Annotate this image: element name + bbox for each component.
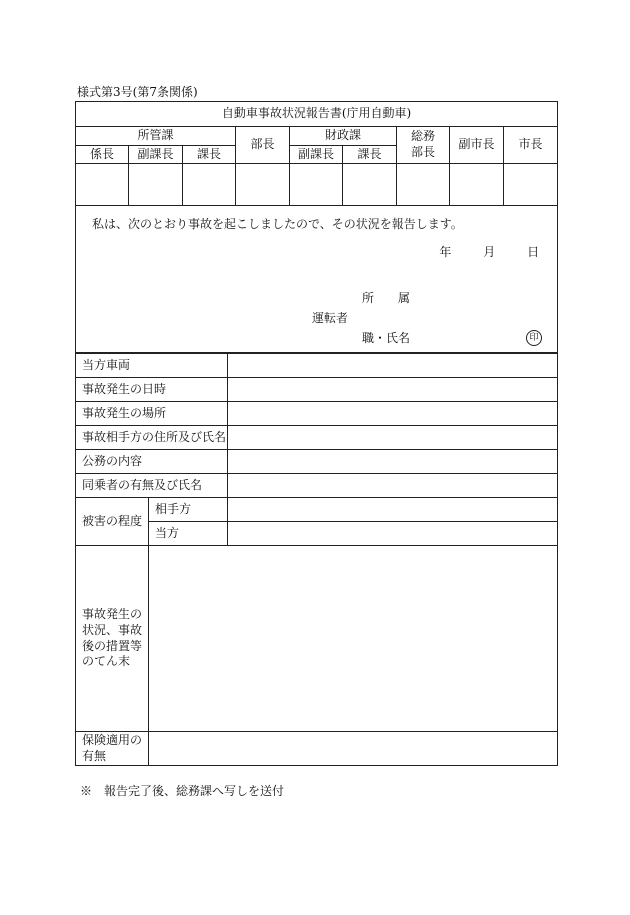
statement-block — [76, 206, 558, 353]
row-label-insurance — [76, 732, 149, 766]
header-fukukacho: 副課長 — [129, 146, 183, 164]
insurance-field[interactable] — [149, 732, 558, 766]
year-label: 年 — [439, 245, 452, 259]
counterparty-field[interactable] — [228, 426, 558, 450]
situation-field[interactable] — [149, 546, 558, 732]
stamp-box[interactable] — [129, 164, 183, 206]
row-label-counterparty: 事故相手方の住所及び氏名 — [76, 426, 228, 450]
vehicle-field[interactable] — [228, 354, 558, 378]
passenger-field[interactable] — [228, 474, 558, 498]
title-name-label: 職・氏名 — [362, 331, 411, 345]
header-zaisei-section: 財政課 — [290, 127, 397, 146]
damage-other-field[interactable] — [228, 498, 558, 522]
stamp-box[interactable] — [290, 164, 343, 206]
row-label-duty: 公務の内容 — [76, 450, 228, 474]
affiliation-label: 所 属 — [362, 291, 411, 305]
row-label-damage-self: 当方 — [149, 522, 228, 546]
situation-line4: のてん末 — [82, 654, 131, 669]
row-label-place: 事故発生の場所 — [76, 402, 228, 426]
row-label-damage: 被害の程度 — [76, 498, 149, 546]
report-title: 自動車事故状況報告書(庁用自動車) — [76, 102, 558, 127]
stamp-box[interactable] — [236, 164, 290, 206]
row-label-passenger: 同乗者の有無及び氏名 — [76, 474, 228, 498]
seal-icon: 印 — [526, 330, 542, 346]
row-label-datetime: 事故発生の日時 — [76, 378, 228, 402]
duty-field[interactable] — [228, 450, 558, 474]
header-zaisei-kacho: 課長 — [343, 146, 397, 164]
header-shicho: 市長 — [504, 127, 558, 164]
header-somu-line1: 総務 — [410, 129, 435, 144]
stamp-box[interactable] — [504, 164, 558, 206]
situation-line2: 状況、事故 — [82, 622, 143, 637]
situation-line1: 事故発生の — [82, 607, 143, 622]
approval-stamp-table — [75, 101, 558, 353]
row-label-damage-other: 相手方 — [149, 498, 228, 522]
form-number-label: 様式第3号(第7条関係) — [77, 85, 198, 99]
datetime-field[interactable] — [228, 378, 558, 402]
accident-details-table — [75, 353, 558, 766]
header-somu-line2: 部長 — [410, 145, 435, 159]
header-zaisei-fukukacho: 副課長 — [290, 146, 343, 164]
header-somu-bucho — [397, 127, 450, 164]
row-label-situation — [76, 546, 149, 732]
day-label: 日 — [527, 245, 540, 259]
stamp-box[interactable] — [397, 164, 450, 206]
driver-label: 運転者 — [312, 311, 349, 325]
insurance-line2: 有無 — [82, 748, 107, 763]
footnote: ※ 報告完了後、総務課へ写しを送付 — [80, 784, 285, 798]
damage-self-field[interactable] — [228, 522, 558, 546]
insurance-line1: 保険適用の — [82, 732, 143, 747]
header-kakaricho: 係長 — [76, 146, 129, 164]
stamp-box[interactable] — [76, 164, 129, 206]
stamp-box[interactable] — [450, 164, 504, 206]
header-shokan-section: 所管課 — [76, 127, 236, 146]
stamp-box[interactable] — [343, 164, 397, 206]
header-kacho: 課長 — [183, 146, 236, 164]
statement-text: 私は、次のとおり事故を起こしましたので、その状況を報告します。 — [92, 217, 463, 231]
situation-line3: 後の措置等 — [82, 638, 143, 653]
row-label-vehicle: 当方車両 — [76, 354, 228, 378]
stamp-box[interactable] — [183, 164, 236, 206]
date-line — [411, 245, 539, 261]
header-bucho: 部長 — [236, 127, 290, 164]
place-field[interactable] — [228, 402, 558, 426]
header-fukushicho: 副市長 — [450, 127, 504, 164]
month-label: 月 — [483, 245, 496, 259]
